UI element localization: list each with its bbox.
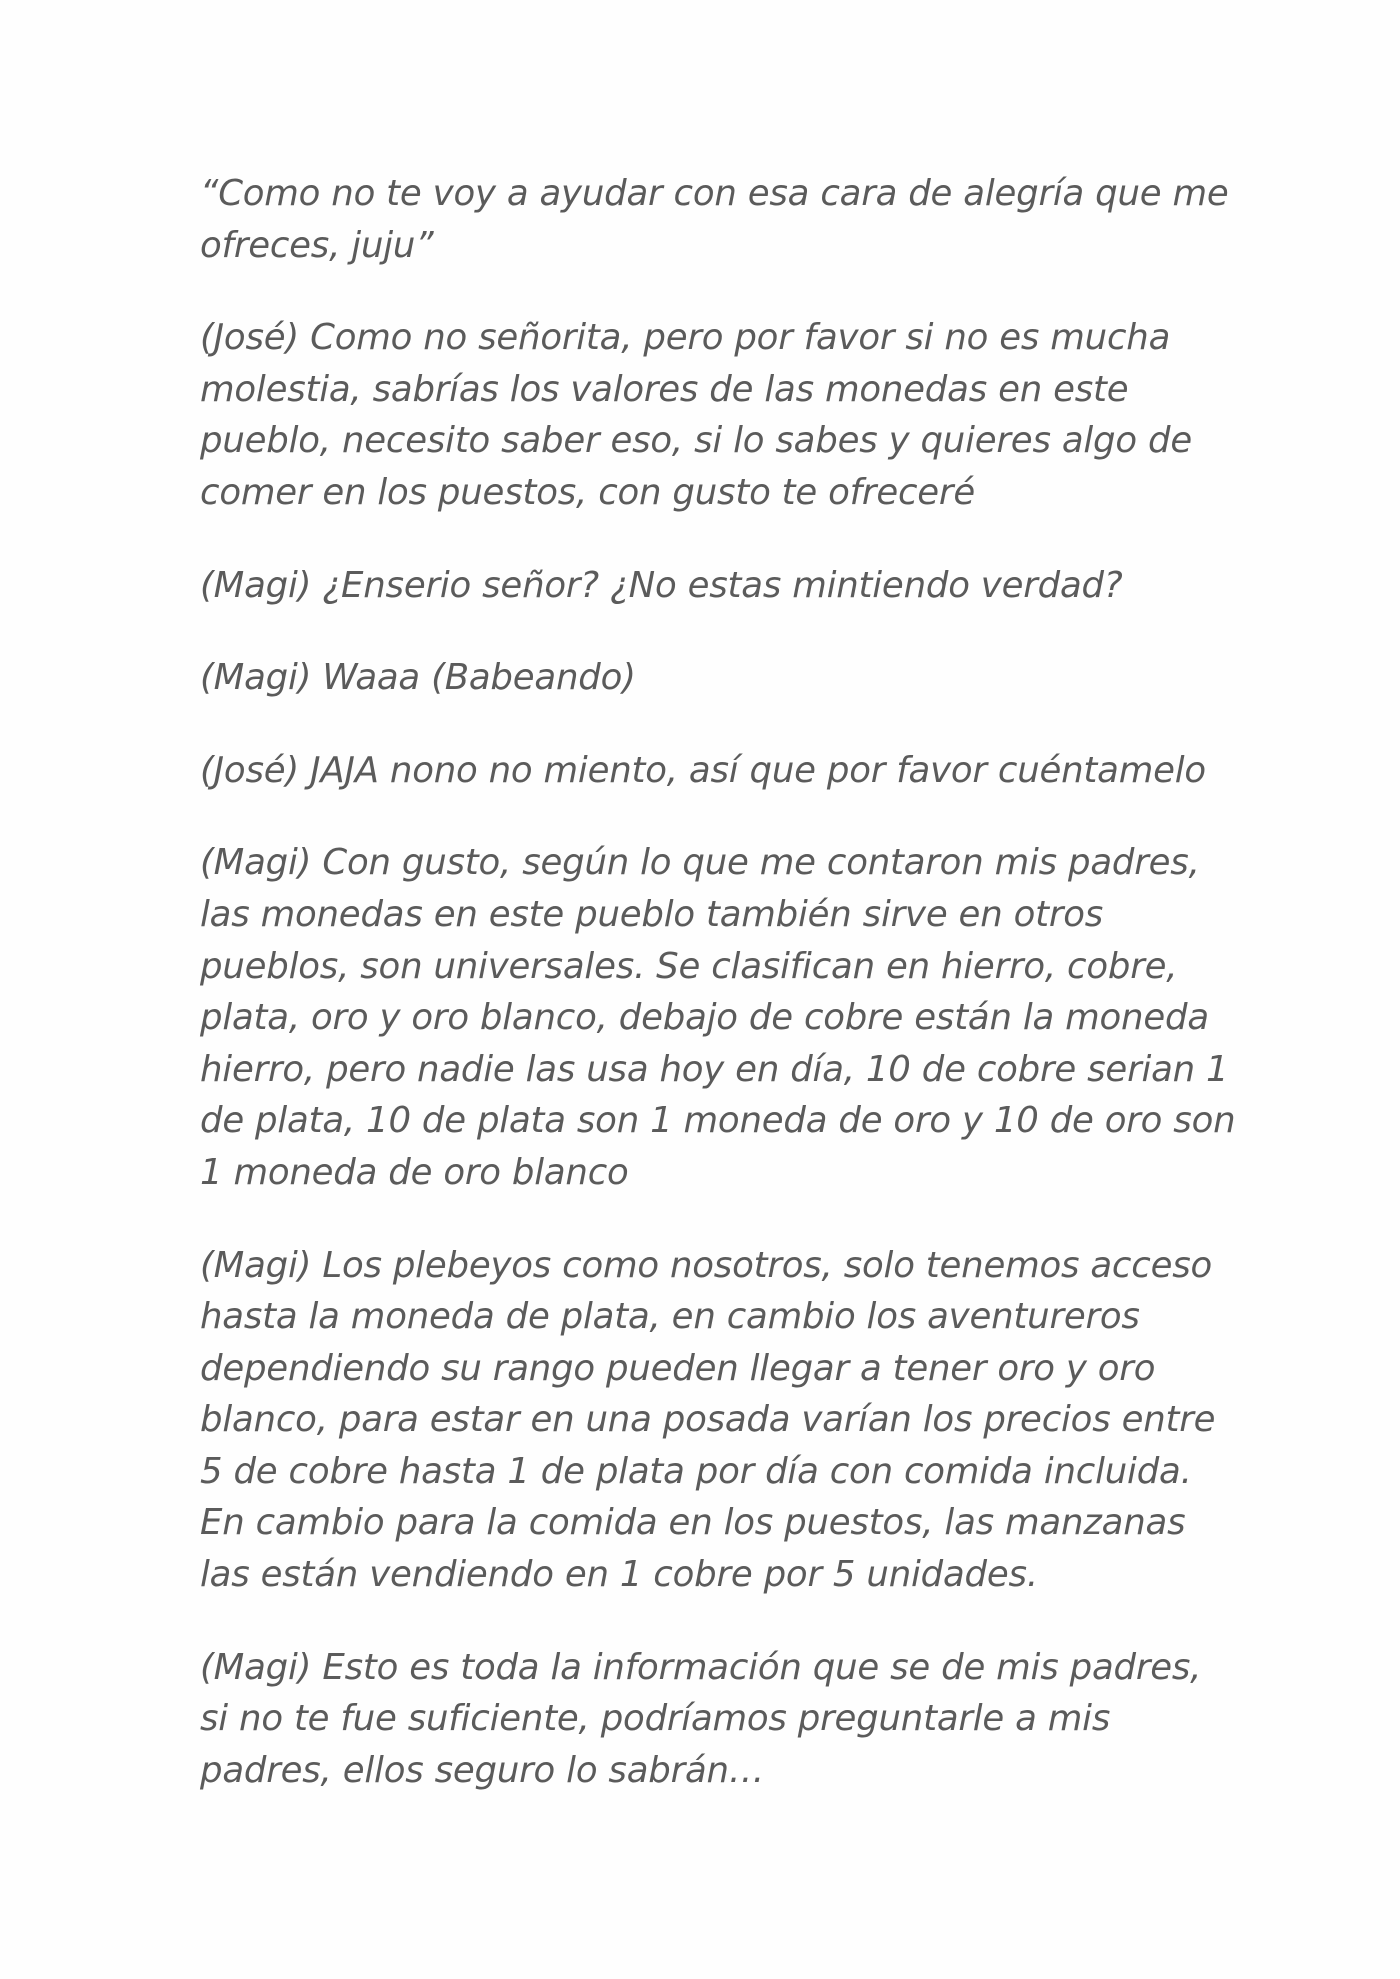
- paragraph-6: [200, 837, 1236, 1198]
- text-line: hasta la moneda de plata, en cambio los aventureros: [200, 1296, 1140, 1338]
- text-line: plata, oro y oro blanco, debajo de cobre están la moneda: [200, 997, 1209, 1039]
- paragraph-8: [200, 1642, 1210, 1797]
- text-line: (Magi) ¿Enserio señor? ¿No estas mintiendo verdad?: [200, 564, 1123, 606]
- text-line: hierro, pero nadie las usa hoy en día, 10 de cobre serian 1: [200, 1048, 1229, 1090]
- text-line: las están vendiendo en 1 cobre por 5 unidades.: [200, 1554, 1038, 1596]
- text-line: pueblo, necesito saber eso, si lo sabes y quieres algo de: [200, 420, 1192, 462]
- paragraph-7: [200, 1240, 1216, 1601]
- paragraph-1: [200, 168, 1229, 271]
- paragraph-4: [200, 652, 1210, 704]
- text-line: pueblos, son universales. Se clasifican en hierro, cobre,: [200, 945, 1178, 987]
- text-line: 5 de cobre hasta 1 de plata por día con comida incluida.: [200, 1450, 1192, 1492]
- text-line: (Magi) Esto es toda la información que se de mis padres,: [200, 1646, 1202, 1688]
- text-line: las monedas en este pueblo también sirve en otros: [200, 893, 1104, 935]
- paragraph-5: [200, 745, 1210, 797]
- text-line: (Magi) Los plebeyos como nosotros, solo tenemos acceso: [200, 1244, 1213, 1286]
- text-line: si no te fue suficiente, podríamos preguntarle a mis: [200, 1698, 1111, 1740]
- paragraph-3: [200, 560, 1210, 612]
- text-line: (Magi) Con gusto, según lo que me contaron mis padres,: [200, 842, 1200, 884]
- paragraph-2: [200, 312, 1210, 518]
- document-body: [200, 168, 1236, 1837]
- text-line: blanco, para estar en una posada varían los precios entre: [200, 1399, 1216, 1441]
- text-line: En cambio para la comida en los puestos, las manzanas: [200, 1502, 1186, 1544]
- text-line: padres, ellos seguro lo sabrán…: [200, 1749, 765, 1791]
- text-line: (José) JAJA nono no miento, así que por favor cuéntamelo: [200, 749, 1206, 791]
- text-line: (José) Como no señorita, pero por favor si no es mucha: [200, 317, 1171, 359]
- text-line: 1 moneda de oro blanco: [200, 1151, 629, 1193]
- text-line: (Magi) Waaa (Babeando): [200, 657, 636, 699]
- text-line: molestia, sabrías los valores de las monedas en este: [200, 368, 1129, 410]
- text-line: ofreces, juju”: [200, 224, 434, 266]
- text-line: de plata, 10 de plata son 1 moneda de oro y 10 de oro son: [200, 1100, 1236, 1142]
- text-line: “Como no te voy a ayudar con esa cara de alegría que me: [200, 173, 1229, 214]
- text-line: dependiendo su rango pueden llegar a tener oro y oro: [200, 1347, 1156, 1389]
- text-line: comer en los puestos, con gusto te ofreceré: [200, 471, 975, 513]
